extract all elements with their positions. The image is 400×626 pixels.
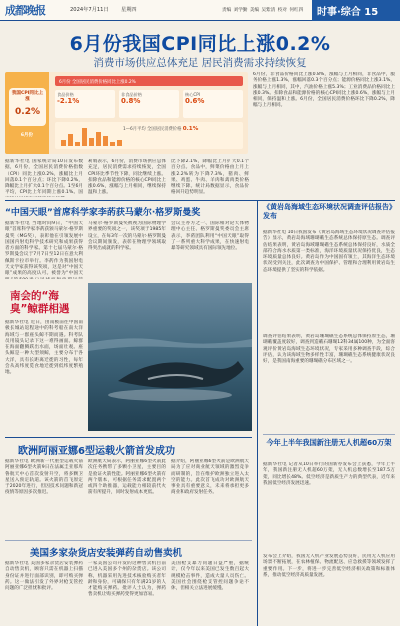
cpi-badge-value: 0.2% — [15, 106, 40, 117]
summary-label: 1—6月平均 全国居民消费价格 — [123, 127, 182, 132]
drone-text-1: 据新华社电 记者从10日举行的国新办发布会上获悉，今年上半年，我国新注册无人机超60万架，无人机总数增长至187.5万架，同比增长48%。低空经济是新质生产力的典型代表，近年来我国低空经济发展迅速。 — [263, 462, 395, 486]
drone-text-2: 发布会上介绍，我国无人机产业发展态势良好，民用无人机应用场景不断拓展，在农林植保、物流配送、应急救援等领域发挥了重要作用。下一步，将进一步完善低空经济相关政策和标准体系，推动低空经济高质量发展。 — [263, 554, 395, 578]
section-label: 时事·综合 15 — [312, 0, 400, 21]
stat-value: 0.6% — [185, 97, 205, 106]
mini-bar — [75, 142, 80, 146]
cpi-badge-title: 我国CPI同比上涨 — [11, 91, 44, 102]
mini-bar — [110, 142, 115, 146]
ammo-headline: 美国多家杂货店安装弹药自动售卖机 — [30, 548, 183, 559]
mini-bar — [82, 128, 87, 146]
issue-weekday: 星期四 — [121, 7, 137, 13]
cpi-badge — [9, 88, 46, 126]
section-divider — [5, 200, 395, 201]
stat-label: 非食品价格 — [121, 92, 142, 97]
ammo-text-3: 美国枪支暴力问题日益严重，据统计，仅今年以来美国已发生数百起大规模枪击事件，造成大量人员伤亡。美国社会围绕枪支管控问题争论不休，但相关立法进展缓慢。 — [171, 561, 249, 592]
lead-text-col-1: 据新华社电 国家统计局10日发布数据，6月份，全国居民消费价格指数（CPI）同比上涨0.2%，涨幅比上月回落0.1个百分点；环比下降0.2%，降幅比上月扩大0.1个百分点。1至6月平均，CPI比上年同期上涨0.1%。国 — [5, 159, 83, 196]
mini-bar — [68, 134, 73, 146]
section-divider — [263, 434, 395, 435]
page-subheadline: 消费市场供应总体充足 居民消费需求持续恢复 — [93, 57, 307, 69]
stat-cell-nonfood — [119, 90, 179, 118]
ariane-text-1: 据新华社电 欧洲新一代重型运载火箭阿丽亚娜6型火箭9日在法属圭亚那库鲁航天中心首次发射升空，将多颗卫星送入预定轨道。该火箭的首飞原定于2020年进行，但因技术问题和新冠疫情等原因多次推迟。 — [5, 459, 83, 496]
tianyan-text-2: 马蒙尔·格罗斯曼奖被视为国际物理学界重要的奖项之一，该奖项于1985年设立，在每3年一次的马蒙尔·格罗斯曼会议期间颁发，表彰在物理学领域取得突出成就的科学家。 — [88, 221, 166, 252]
whale-headline: 南会的“海臭”鲸群相遇 — [10, 290, 70, 315]
stat-label: 食品价格 — [57, 92, 74, 97]
column-divider — [257, 200, 258, 626]
mini-bar — [89, 138, 94, 146]
ariane-headline: 欧洲阿丽亚娜6型运载火箭首发成功 — [18, 446, 175, 457]
summary-value: 0.1% — [182, 126, 199, 132]
infographic-banner: 6月份 全国居民消费价格同比上涨0.2% — [55, 76, 243, 86]
stat-cell-food — [55, 90, 115, 118]
editor-credits: 责编 刘学勤 美编 吴紫清 校对 何红四 — [222, 8, 304, 13]
ammo-text-1: 据新华社电 美国多家杂货店安装弹药自动售卖机，顾客只需在机器上扫描身份证并进行面部识别，即可购买弹药。这一做法引发了外界对枪支管控问题的广泛担忧和批评。 — [5, 561, 83, 592]
mini-bar — [103, 136, 108, 146]
tianyan-headline: “中国天眼”首席科学家李菂获马蒙尔·格罗斯曼奖 — [5, 208, 201, 218]
stat-cell-core — [183, 90, 243, 118]
huangyan-text-2: 调查评估结果表明，黄岩岛珊瑚礁生态系统总体保持原生态，珊瑚礁覆盖度较好，调查到造礁石珊瑚12科34属100种，为全面客观评价黄岩岛海域生态环境状况，专家采用多种调查手段，综合评估，认为该海域生物多样性丰富，珊瑚礁生态系统健康状况良好，是我国南海重要的珊瑚礁分布区域之一。 — [263, 334, 395, 365]
lead-text-col-3: 比下降2.1%，降幅比上月扩大0.1个百分点。食品中，鲜菜价格由上月上涨2.2%转为下降7.3%，猪肉、鲜果、鸡蛋、牛肉、羊肉和禽肉类价格继续下降。统计局数据显示，食品价格回升趋势明显。 — [171, 159, 249, 196]
huangyan-text-1: 据新华社电 10日我国发布《黄岩岛海域生态环境状况调查评估报告》显示，黄岩岛海域珊瑚礁生态系统总体保持原生态。调查评估结果表明，黄岩岛海域珊瑚礁生态系统总体保持良好，水质全部符合海水水质第一类标准，海洋环境质量状况保持优良，生态环境质量总体良好。黄岩岛作为中国固有领土，其海洋生态环境状况受到关注，此次调查为中国保护、管理和合理利用黄岩岛生态环境提供了坚实的科学依据。 — [263, 230, 395, 273]
ammo-text-2: 一家美国公司开发的这种售卖机目前已进入美国多个州的杂货店。该公司称，机器采用先进技术核验购买者年龄和身份，可确保只有年满21岁的人才能购买弹药。批评人士认为，弹药售卖机让购买弹药变得更加容易。 — [88, 561, 166, 598]
ariane-text-3: 据介绍，阿丽亚娜6型火箭是欧洲航天局为了应对商业航天领域的激烈竞争而研制的，旨在维护欧洲独立进入太空的能力。此次首飞成功对欧洲航天事业具有重要意义，未来将承担更多商业和政府发射任务。 — [171, 459, 249, 496]
mini-bar — [61, 140, 66, 146]
lead-text-right: 6月份，非食品价格同比上涨0.8%，涨幅与上月相同，非食品中，服务价格上涨1.3%，涨幅回落0.3个百分点；能源价格同比上涨3.1%，涨幅与上月相同，其中，汽油价格上涨5.3%；工业消费品价格同比上涨0.3%。扣除食品和能源价格的核心CPI同比上涨0.6%，涨幅与上月相同，保持温和上涨。6月份，全国居民消费价格环比下降0.2%，降幅与上月相同。 — [253, 72, 395, 109]
mini-bar — [96, 132, 101, 146]
mini-bar — [117, 140, 122, 146]
section-divider — [5, 437, 252, 438]
whale-text: 据新华社电 近日，由南极前往中国南极长城站返程途中的科考船在南大洋海域与一群座头鲸不期而遇。科考队员用镜头记录下这一难得画面。鲸群在海面翻腾跃出水面，场面壮观。座头鲸是一种大型须鲸，主要分布于各大洋，具有长距离迁徙的习性，每年会从高纬度觅食地迁徙到低纬度繁殖地。 — [5, 320, 83, 376]
section-divider — [5, 540, 252, 541]
page-headline: 6月份我国CPI同比上涨0.2% — [69, 33, 331, 55]
infographic-sidebar — [5, 72, 49, 154]
ariane-text-2: 欧洲航天局表示，阿丽亚娜6型火箭此次任务携带了多颗小卫星，主要目的是验证火箭性能。阿丽亚娜6型火箭有两个版本，可根据任务需求配置两个或四个助推器，运载能力相较前代火箭有所提升，同时发射成本更低。 — [88, 459, 166, 496]
whale-photo — [88, 283, 252, 431]
cpi-infographic — [5, 72, 248, 154]
drone-headline: 今年上半年我国新注册无人机超60万架 — [266, 438, 392, 447]
lead-text-col-2: 莉娟表示，6月份，消费市场供应总体充足，居民消费需求持续恢复，全国CPI环比季节性下降，同比继续上涨。扣除食品和能源价格的核心CPI同比上涨0.6%，涨幅与上月相同，继续保持温和上涨。 — [88, 159, 166, 196]
masthead — [0, 0, 400, 21]
half-year-summary — [123, 126, 239, 133]
stat-label: 核心CPI — [185, 92, 201, 97]
huangyan-headline: 《黄岩岛海域生态环境状况调查评估报告》发布 — [263, 203, 393, 220]
newspaper-logo: 成都晚报 — [5, 4, 45, 17]
cpi-badge-month: 6月份 — [20, 133, 34, 138]
issue-date: 2024年7月11日 — [70, 7, 109, 13]
stat-value: -2.1% — [57, 97, 80, 106]
stat-value: 0.8% — [121, 97, 141, 106]
tianyan-text-3: 会议主办方之一、国际相对论天体物理中心主任、格罗斯曼奖委员会主席表示，李菂团队利用“中国天眼”取得了一系列重大科学成果，在快速射电暴等研究领域具有国际领先地位。 — [171, 221, 249, 252]
tianyan-text-1: 据新华社电 当地时间9日，“中国天眼”首席科学家李菂获颁马蒙尔·格罗斯曼奖（MG奖），表彰他在引领发展中国国内射电科学技术研究和成果获得者方面的科学家。第十七届马蒙尔·格罗斯曼会议于7月7日至12日在意大利佩斯卡拉市举行。李菂作为我国射电天文学家获得该奖项，这是对“中国天眼”成果的高度认可。被誉为“中国天 — [5, 221, 83, 277]
